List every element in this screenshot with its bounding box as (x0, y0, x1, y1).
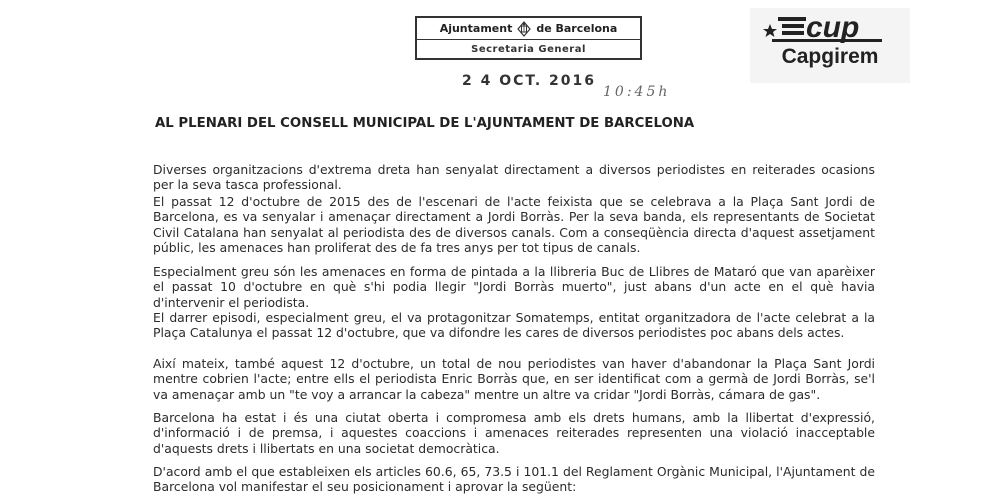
barcelona-crest-icon (516, 21, 532, 37)
stamp-barcelona-label: de Barcelona (536, 22, 618, 35)
stamp-header (417, 18, 640, 40)
document-title: AL PLENARI DEL CONSELL MUNICIPAL DE L'AJUNTAMENT DE BARCELONA (155, 116, 695, 131)
paragraph-7 (153, 464, 875, 495)
paragraph-5 (153, 356, 875, 402)
paragraph-text: Especialment greu són les amenaces en forma de pintada a la llibreria Buc de Llibres de Mataró que van aparèixer el passat 10 d'octubre en què s'hi podia llegir "Jordi Borràs muerto", just abans d'un acte en el què havia d'intervenir el periodista. (153, 264, 875, 310)
paragraph-text: Barcelona ha estat i és una ciutat oberta i compromesa amb els drets humans, amb la llibertat d'expressió, d'informació i de premsa, i aquestes coaccions i amenaces reiterades representen una violació inacceptable d'aquests drets i llibertats en una societat democràtica. (153, 410, 875, 456)
paragraph-text: D'acord amb el que estableixen els articles 60.6, 65, 73.5 i 101.1 del Reglament Orgànic Municipal, l'Ajuntament de Barcelona vol manifestar el seu posicionament i aprovar la següent: (153, 464, 875, 495)
paragraph-text: Així mateix, també aquest 12 d'octubre, un total de nou periodistes van haver d'abandonar la Plaça Sant Jordi mentre cobrien l'acte; entre ells el periodista Enric Borràs que, en ser identificat com a germà de Jordi Borràs, se'l va amenaçar amb un "te voy a arrancar la cabeza" mentre un altre va cridar "Jordi Borràs, cámara de gas". (153, 356, 875, 402)
stamp-secretaria-label: Secretaria General (471, 44, 586, 55)
stamp-ajuntament-label: Ajuntament (439, 22, 513, 35)
paragraph-text: El darrer episodi, especialment greu, el va protagonitzar Somatemps, entitat organitzadora de l'acte celebrat a la Plaça Catalunya el passat 12 d'octubre, que va difondre les cares de diversos periodistes poc abans dels actes. (153, 310, 875, 341)
ajuntament-stamp (415, 16, 642, 60)
paragraph-4 (153, 310, 875, 341)
svg-text:cup: cup (806, 12, 860, 44)
paragraph-3 (153, 264, 875, 310)
paragraph-text: El passat 12 d'octubre de 2015 des de l'escenari de l'acte feixista que se celebrava a la Plaça Sant Jordi de Barcelona, es va senyalar i amenaçar directament a Jordi Borràs. Per la seva banda, els representants de Societat Civil Catalana han senyalat al periodista des de diversos canals. Com a conseqüència directa d'aquest assetjament públic, les amenaces han proliferat des de fa tres anys per tot tipus de canals. (153, 194, 875, 255)
cup-star-flag-icon (762, 12, 902, 44)
paragraph-2 (153, 194, 875, 255)
paragraph-6 (153, 410, 875, 456)
handwritten-time: 10:45h (603, 84, 671, 100)
cup-logo (750, 8, 910, 83)
date-stamp: 2 4 OCT. 2016 (462, 73, 596, 89)
paragraph-text: Diverses organitzacions d'extrema dreta han senyalat directament a diversos periodistes en reiterades ocasions per la seva tasca professional. (153, 162, 875, 193)
paragraph-1 (153, 162, 875, 193)
cup-slogan: Capgirem (781, 45, 879, 68)
